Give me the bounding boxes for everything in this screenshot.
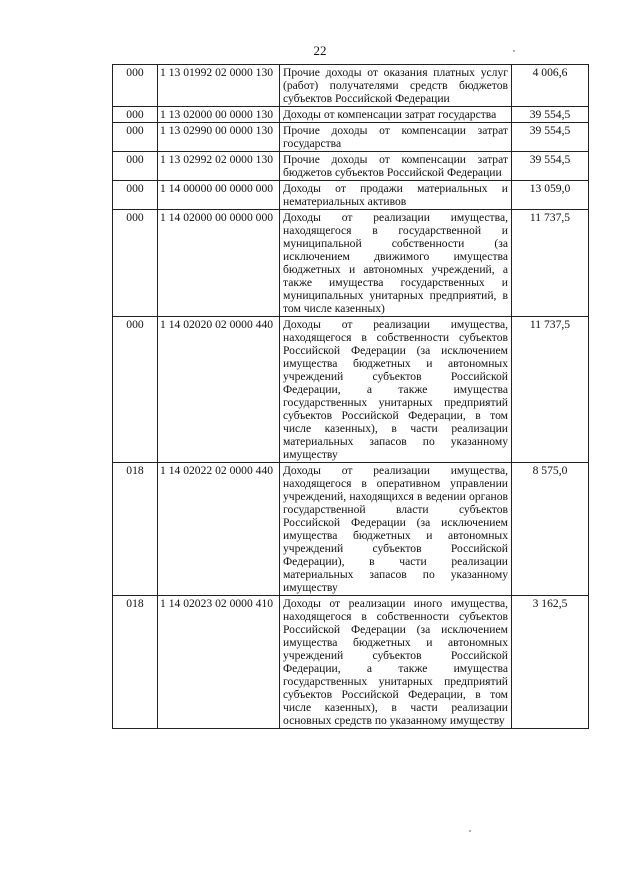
budget-code-cell: 1 13 02990 00 0000 130 [158, 123, 280, 152]
scan-speck [513, 50, 515, 52]
revenue-name-cell: Прочие доходы от оказания платных услуг (работ) получателями средств бюджетов субъектов Российской Федерации [280, 65, 512, 107]
page-number: 22 [313, 43, 327, 58]
revenue-name-cell: Доходы от реализации иного имущества, находящегося в собственности субъектов Российской Федерации (за исключением имущества бюджетных и автономных учреждений субъектов Российской Федерации, а также имущества государственных унитарных предприятий субъектов Российской Федерации, в том числе казенных), в части реализации основных средств по указанному имуществу [280, 596, 512, 729]
budget-code-cell: 1 14 02022 02 0000 440 [158, 463, 280, 596]
admin-code-cell: 000 [113, 65, 158, 107]
table-row [113, 317, 589, 463]
admin-code-cell: 000 [113, 317, 158, 463]
revenue-name-cell: Доходы от реализации имущества, находящегося в государственной и муниципальной собственности (за исключением движимого имущества бюджетных и автономных учреждений, а также имущества государственных и муниципальных унитарных предприятий, в том числе казенных) [280, 210, 512, 317]
admin-code-cell: 000 [113, 107, 158, 123]
table-row [113, 596, 589, 729]
amount-cell: 39 554,5 [512, 107, 589, 123]
admin-code-cell: 000 [113, 123, 158, 152]
amount-cell: 39 554,5 [512, 123, 589, 152]
budget-revenue-table [112, 64, 589, 729]
revenue-name-cell: Доходы от реализации имущества, находящегося в собственности субъектов Российской Федерации (за исключением имущества бюджетных и автономных учреждений субъектов Российской Федерации, а также имущества государственных унитарных предприятий субъектов Российской Федерации, в том числе казенных), в части реализации материальных запасов по указанному имуществу [280, 317, 512, 463]
budget-code-cell: 1 13 02992 02 0000 130 [158, 152, 280, 181]
table-row [113, 65, 589, 107]
admin-code-cell: 000 [113, 210, 158, 317]
revenue-name-cell: Доходы от компенсации затрат государства [280, 107, 512, 123]
admin-code-cell: 000 [113, 181, 158, 210]
budget-code-cell: 1 14 02000 00 0000 000 [158, 210, 280, 317]
amount-cell: 8 575,0 [512, 463, 589, 596]
scan-speck [469, 830, 471, 832]
budget-code-cell: 1 14 00000 00 0000 000 [158, 181, 280, 210]
admin-code-cell: 000 [113, 152, 158, 181]
amount-cell: 11 737,5 [512, 210, 589, 317]
revenue-name-cell: Прочие доходы от компенсации затрат государства [280, 123, 512, 152]
amount-cell: 3 162,5 [512, 596, 589, 729]
table-row [113, 107, 589, 123]
table-row [113, 152, 589, 181]
amount-cell: 4 006,6 [512, 65, 589, 107]
admin-code-cell: 018 [113, 463, 158, 596]
table-row [113, 463, 589, 596]
budget-code-cell: 1 14 02023 02 0000 410 [158, 596, 280, 729]
amount-cell: 39 554,5 [512, 152, 589, 181]
table-row [113, 181, 589, 210]
amount-cell: 11 737,5 [512, 317, 589, 463]
table-row [113, 210, 589, 317]
budget-code-cell: 1 13 01992 02 0000 130 [158, 65, 280, 107]
revenue-name-cell: Прочие доходы от компенсации затрат бюджетов субъектов Российской Федерации [280, 152, 512, 181]
revenue-name-cell: Доходы от продажи материальных и нематериальных активов [280, 181, 512, 210]
budget-code-cell: 1 14 02020 02 0000 440 [158, 317, 280, 463]
table-row [113, 123, 589, 152]
budget-code-cell: 1 13 02000 00 0000 130 [158, 107, 280, 123]
revenue-name-cell: Доходы от реализации имущества, находящегося в оперативном управлении учреждений, находящихся в ведении органов государственной власти субъектов Российской Федерации (за исключением имущества бюджетных и автономных учреждений субъектов Российской Федерации), в части реализации материальных запасов по указанному имуществу [280, 463, 512, 596]
amount-cell: 13 059,0 [512, 181, 589, 210]
admin-code-cell: 018 [113, 596, 158, 729]
